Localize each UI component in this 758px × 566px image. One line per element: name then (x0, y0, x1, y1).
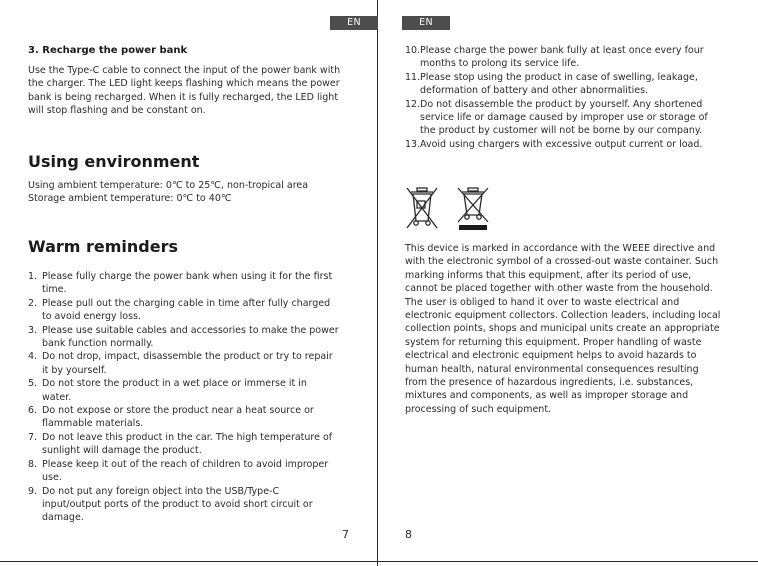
item-number: 2. (28, 297, 38, 309)
crossed-out-wheelie-bin-icon (404, 185, 440, 231)
text-line: Do not disassemble the product by yourself. Any shortened (420, 98, 703, 110)
list-item (28, 324, 339, 351)
list-item (28, 431, 339, 458)
language-tag: EN (330, 16, 378, 30)
text-line: Please fully charge the power bank when using it for the first (42, 271, 333, 282)
text-line: Using ambient temperature: 0℃ to 25℃, non-tropical area (28, 180, 309, 191)
text-line: will stop flashing and be constant on. (28, 105, 206, 117)
text-line: Do not leave this product in the car. The high temperature of (42, 431, 333, 443)
text-line: Avoid using chargers with excessive output current or load. (420, 138, 703, 150)
text-line: cannot be placed together with other waste from the household. (405, 283, 713, 295)
language-tag: EN (402, 16, 450, 30)
environment-heading: Using environment (28, 152, 200, 171)
text-line: flammable materials. (42, 418, 144, 430)
text-line: bank function normally. (42, 338, 154, 350)
text-line: from the presence of hazardous ingredients, i.e. substances, (405, 377, 694, 389)
text-line: time. (42, 284, 67, 296)
text-line: Please charge the power bank fully at least once every four (420, 45, 704, 56)
text-line: with the electronic symbol of a crossed-out waste container. Such (405, 256, 719, 268)
text-line: use. (42, 472, 62, 484)
list-item (405, 138, 708, 151)
text-line: Do not expose or store the product near a heat source or (42, 405, 314, 417)
text-line: months to prolong its service life. (420, 58, 580, 70)
text-line: electronic equipment collectors. Collection leaders, including local (405, 310, 721, 322)
text-line: Do not store the product in a wet place or immerse it in (42, 378, 307, 390)
text-line: Please pull out the charging cable in time after fully charged (42, 297, 331, 309)
item-number: 7. (28, 431, 38, 443)
environment-paragraph (28, 179, 308, 206)
list-item (405, 71, 708, 98)
text-line: Storage ambient temperature: 0℃ to 40℃ (28, 193, 232, 205)
item-number: 8. (28, 458, 38, 470)
list-item (28, 350, 339, 377)
list-item (28, 485, 339, 525)
list-item (405, 44, 708, 71)
text-line: service life or damage caused by improper use or storage of (420, 112, 708, 124)
section-title: 3. Recharge the power bank (28, 45, 188, 56)
text-line: mixtures and components, as well as improper storage and (405, 390, 689, 402)
text-line: marking informs that this equipment, after its period of use, (405, 269, 692, 281)
text-line: Do not put any foreign object into the USB/Type-C (42, 485, 280, 497)
crossed-out-wheelie-bin-with-bar-icon (455, 185, 491, 231)
text-line: bank is being recharged. When it is fully recharged, the LED light (28, 91, 339, 103)
text-line: the charger. The LED light keeps flashing which means the power (28, 78, 340, 90)
item-number: 13. (405, 138, 421, 150)
item-number: 1. (28, 271, 38, 282)
warm-reminders-heading: Warm reminders (28, 237, 179, 256)
text-line: collection points, shops and municipal units create an appropriate (405, 323, 720, 335)
item-number: 5. (28, 378, 38, 390)
page-number: 7 (342, 528, 349, 541)
text-line: input/output ports of the product to avoid short circuit or (42, 498, 313, 510)
item-number: 4. (28, 351, 38, 363)
page-number: 8 (405, 528, 412, 541)
text-line: water. (42, 391, 72, 403)
text-line: damage. (42, 512, 84, 524)
item-number: 9. (28, 485, 38, 497)
text-line: human health, natural environmental consequences resulting (405, 363, 699, 375)
weee-paragraph (405, 242, 720, 416)
list-item (28, 404, 339, 431)
text-line: system for returning this equipment. Proper handling of waste (405, 336, 702, 348)
recharge-paragraph (28, 64, 340, 118)
text-line: Please keep it out of the reach of children to avoid improper (42, 458, 329, 470)
reminders-continued-list (405, 44, 708, 151)
warm-reminders-list (28, 270, 339, 525)
text-line: the product by customer will not be borne by our company. (420, 125, 703, 137)
text-line: Use the Type-C cable to connect the input of the power bank with (28, 65, 341, 76)
list-item (28, 458, 339, 485)
text-line: deformation of battery and other abnormalities. (420, 85, 649, 97)
page-left (0, 0, 377, 566)
item-number: 12. (405, 98, 421, 110)
item-number: 10. (405, 45, 421, 56)
item-number: 11. (405, 71, 421, 83)
text-line: electrical and electronic equipment helps to avoid hazards to (405, 350, 697, 362)
text-line: Please use suitable cables and accessories to make the power (42, 324, 339, 336)
text-line: Please stop using the product in case of swelling, leakage, (420, 71, 698, 83)
text-line: to avoid energy loss. (42, 311, 141, 323)
list-item (405, 98, 708, 138)
text-line: This device is marked in accordance with the WEEE directive and (405, 243, 716, 254)
text-line: The user is obliged to hand it over to waste electrical and (405, 296, 680, 308)
list-item (28, 377, 339, 404)
text-line: Do not drop, impact, disassemble the product or try to repair (42, 351, 333, 363)
item-number: 6. (28, 405, 38, 417)
item-number: 3. (28, 324, 38, 336)
text-line: sunlight will damage the product. (42, 445, 202, 457)
list-item (28, 270, 339, 297)
page-right (378, 0, 758, 566)
text-line: it by yourself. (42, 364, 107, 376)
text-line: processing of such equipment. (405, 403, 552, 415)
list-item (28, 297, 339, 324)
